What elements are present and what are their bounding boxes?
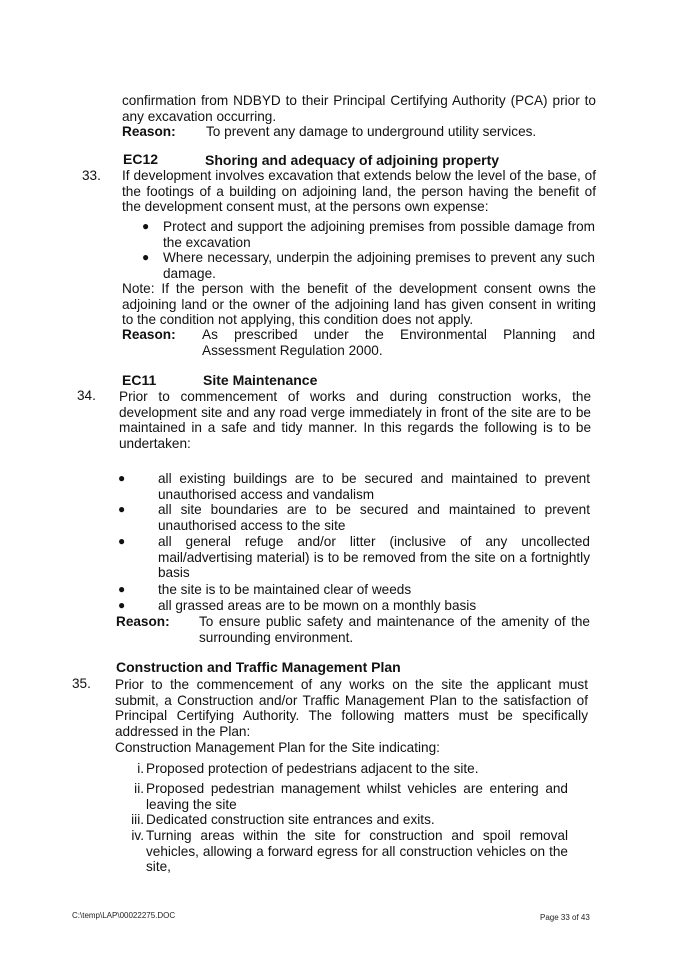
bullet-icon: ● bbox=[118, 502, 126, 516]
item-number: ii. bbox=[134, 781, 144, 796]
footer-file-path: C:\temp\LAP\00022275.DOC bbox=[72, 911, 176, 920]
condition-code: EC11 bbox=[122, 372, 157, 388]
item-number: iv. bbox=[131, 828, 144, 843]
reason-label: Reason: bbox=[122, 327, 176, 342]
bullet-icon: ● bbox=[142, 250, 150, 264]
section-paragraph: Prior to commencement of works and during construction works, the development site and any road verge immediately in front of the site are to be maintained in a safe and tidy manner. In this regards the following is to be undertaken: bbox=[119, 389, 591, 451]
reason-label: Reason: bbox=[122, 124, 176, 139]
reason-text: As prescribed under the Environmental Planning and Assessment Regulation 2000. bbox=[202, 327, 595, 358]
condition-number: 34. bbox=[77, 388, 96, 403]
footer-page-number: Page 33 of 43 bbox=[540, 913, 590, 922]
section-heading: Site Maintenance bbox=[203, 372, 318, 388]
reason-text: To prevent any damage to underground utility services. bbox=[206, 124, 537, 139]
intro-paragraph: confirmation from NDBYD to their Principal Certifying Authority (PCA) prior to any excavation occurring. bbox=[122, 93, 596, 124]
note-paragraph: Note: If the person with the benefit of the development consent owns the adjoining land or the owner of the adjoining land has given consent in writing to the condition not applying, this condition does not apply. bbox=[122, 281, 596, 327]
condition-number: 35. bbox=[72, 676, 91, 691]
bullet-icon: ● bbox=[118, 471, 126, 485]
bullet-icon: ● bbox=[118, 582, 126, 596]
reason-text: To ensure public safety and maintenance of the amenity of the surrounding environment. bbox=[199, 614, 590, 645]
item-number: iii. bbox=[131, 812, 144, 827]
condition-code: EC12 bbox=[123, 151, 159, 167]
subheading: Construction Management Plan for the Site indicating: bbox=[115, 740, 440, 755]
bullet-icon: ● bbox=[118, 534, 126, 548]
section-paragraph: If development involves excavation that extends below the level of the base, of the footings of a building on adjoining land, the person having the benefit of the development consent must, at the persons own expense: bbox=[122, 168, 596, 214]
item-number: i. bbox=[137, 761, 144, 776]
bullet-icon: ● bbox=[118, 598, 126, 612]
section-reason bbox=[122, 327, 596, 359]
section-heading: Construction and Traffic Management Plan bbox=[116, 659, 401, 675]
section-reason bbox=[116, 614, 590, 646]
bullet-icon: ● bbox=[142, 219, 150, 233]
intro-reason bbox=[122, 124, 596, 140]
section-paragraph: Prior to the commencement of any works on the site the applicant must submit, a Construction and/or Traffic Management Plan to the satisfaction of Principal Certifying Authority. The following matters must be specifically addressed in the Plan: bbox=[115, 677, 588, 739]
condition-number: 33. bbox=[82, 168, 101, 183]
section-heading: Shoring and adequacy of adjoining property bbox=[205, 152, 500, 168]
reason-label: Reason: bbox=[116, 614, 170, 629]
